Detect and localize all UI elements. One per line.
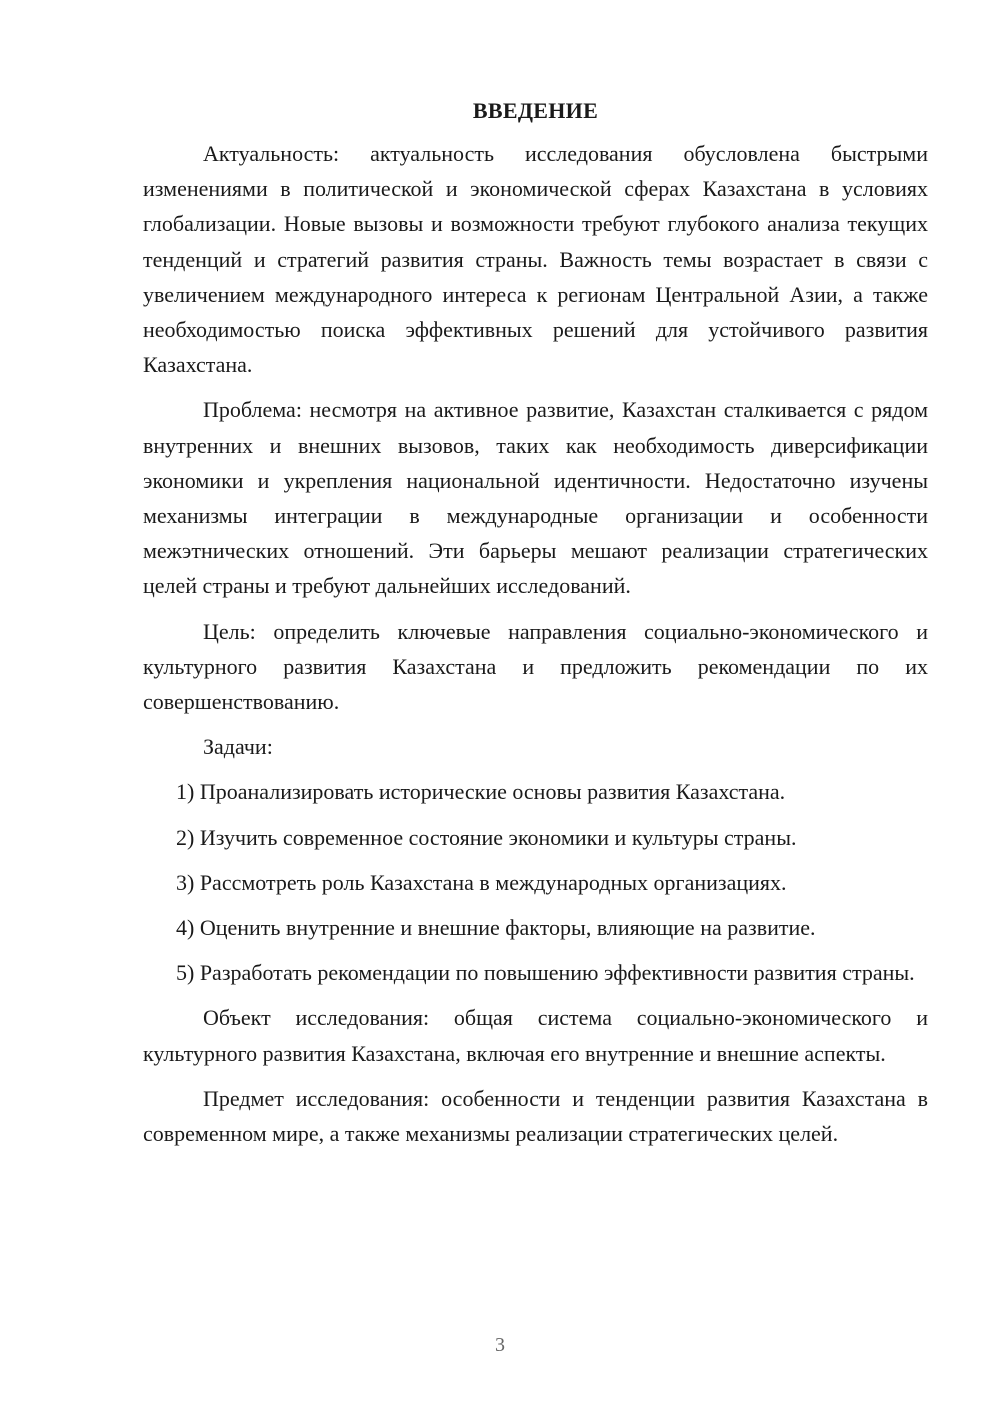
paragraph-subject: Предмет исследования: особенности и тенденции развития Казахстана в современном мире, а также механизмы реализации стратегических целей.	[143, 1085, 928, 1147]
page-number: 3	[495, 1334, 505, 1356]
task-item-4: 4) Оценить внутренние и внешние факторы, влияющие на развитие.	[176, 915, 816, 941]
paragraph-problem: Проблема: несмотря на активное развитие, Казахстан сталкивается с рядом внутренних и внешних вызовов, таких как необходимость диверсификации экономики и укрепления национальной идентичности. Недостаточно изучены механизмы интеграции в международные организации и особенности межэтнических отношений. Эти барьеры мешают реализации стратегических целей страны и требуют дальнейших исследований.	[143, 397, 928, 599]
page-title: ВВЕДЕНИЕ	[472, 98, 599, 123]
task-item-1: 1) Проанализировать исторические основы развития Казахстана.	[176, 779, 786, 805]
tasks-heading: Задачи:	[203, 734, 273, 760]
task-item-5: 5) Разработать рекомендации по повышению эффективности развития страны.	[176, 960, 915, 986]
paragraph-goal: Цель: определить ключевые направления социально-экономического и культурного развития Казахстана и предложить рекомендации по их совершенствованию.	[143, 618, 928, 715]
task-item-3: 3) Рассмотреть роль Казахстана в международных организациях.	[176, 869, 787, 895]
paragraph-object: Объект исследования: общая система социально-экономического и культурного развития Казахстана, включая его внутренние и внешние аспекты.	[143, 1005, 928, 1066]
paragraph-relevance: Актуальность: актуальность исследования обусловлена быстрыми изменениями в политической и экономической сферах Казахстана в условиях глобализации. Новые вызовы и возможности требуют глубокого анализа текущих тенденций и стратегий развития страны. Важность темы возрастает в связи с увеличением международного интереса к регионам Центральной Азии, а также необходимостью поиска эффективных решений для устойчивого развития Казахстана.	[143, 141, 928, 378]
task-item-2: 2) Изучить современное состояние экономики и культуры страны.	[176, 824, 797, 850]
